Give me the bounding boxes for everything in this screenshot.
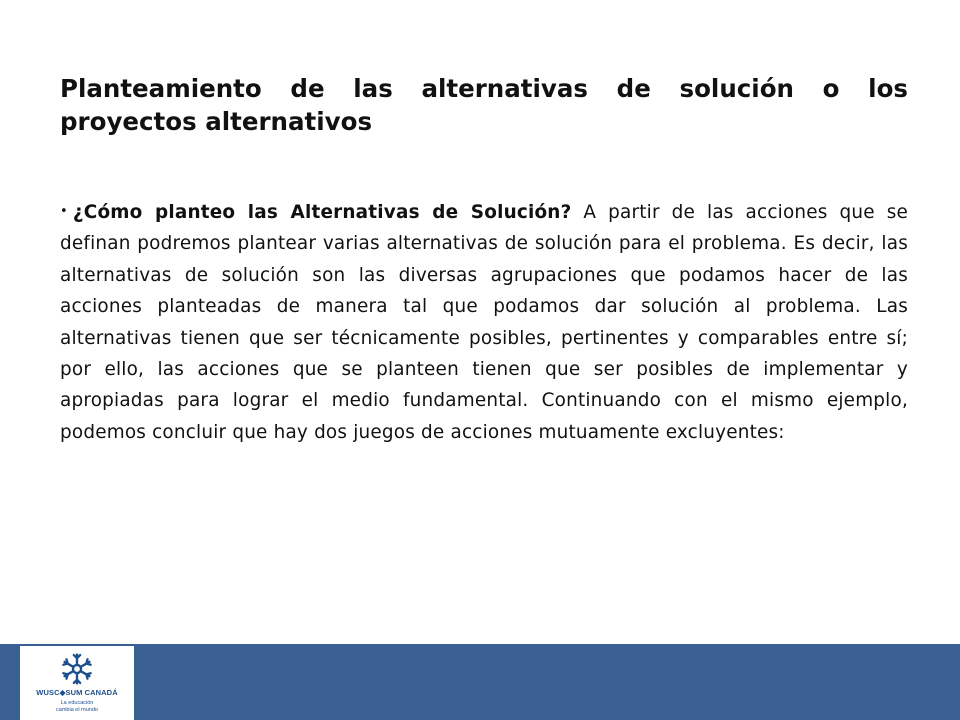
logo-tagline-line-1: La educación bbox=[60, 700, 94, 706]
bullet-marker: • bbox=[60, 204, 68, 219]
slide-title: Planteamiento de las alternativas de solución o los proyectos alternativos bbox=[60, 74, 908, 136]
footer-band bbox=[0, 644, 960, 720]
lead-question: ¿Cómo planteo las Alternativas de Solución? bbox=[72, 202, 572, 223]
logo-tagline bbox=[20, 700, 134, 714]
paragraph-body: A partir de las acciones que se definan podremos plantear varias alternativas de solución para el problema. Es decir, las alternativas de solución son las diversas agrupaciones que podamos hacer de las acciones planteadas de manera tal que podamos dar solución al problema. Las alternativas tienen que ser técnicamente posibles, pertinentes y comparables entre sí; por ello, las acciones que se planteen tienen que ser posibles de implementar y apropiadas para lograr el medio fundamental. Continuando con el mismo ejemplo, podemos concluir que hay dos juegos de acciones mutuamente excluyentes: bbox=[60, 202, 908, 443]
slide-bullet-paragraph bbox=[60, 196, 908, 448]
wusc-logo bbox=[20, 646, 134, 720]
logo-tagline-line-2: cambia el mundo bbox=[56, 707, 98, 713]
logo-wordmark: WUSC◆SUM CANADÁ bbox=[36, 688, 118, 697]
snowflake-icon bbox=[59, 651, 95, 687]
